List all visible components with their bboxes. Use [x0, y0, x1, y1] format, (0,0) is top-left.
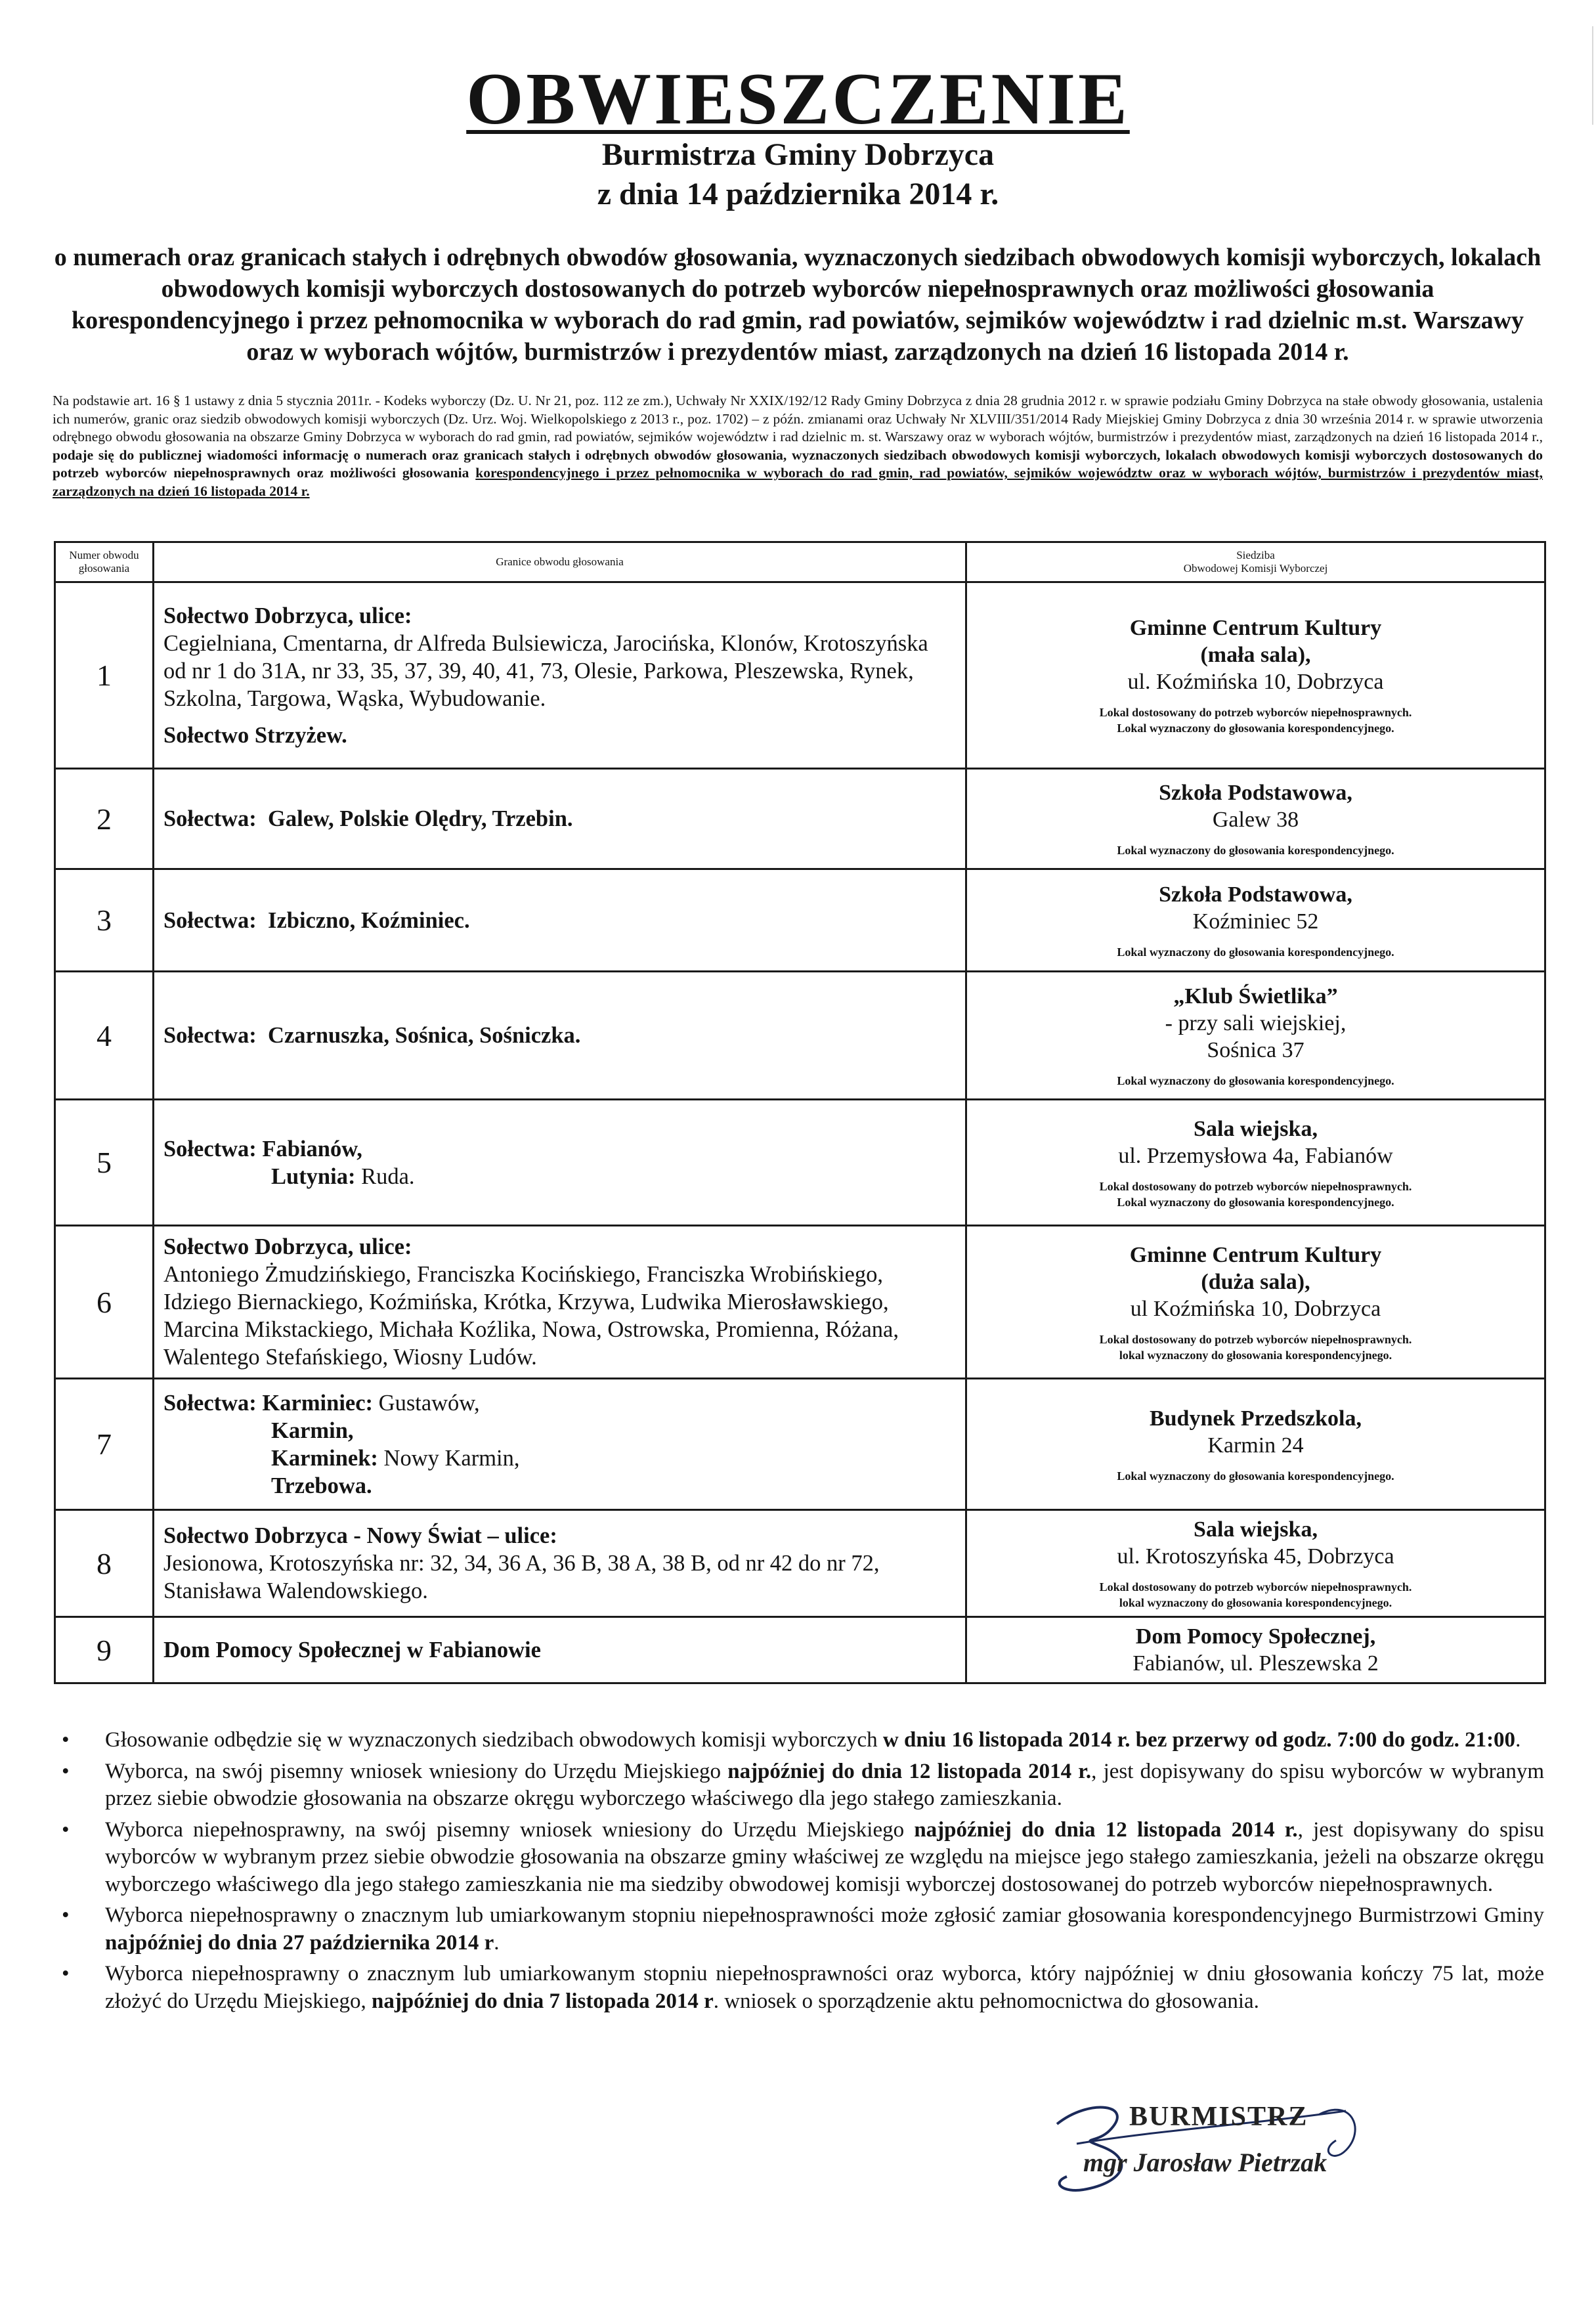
list-item: • Wyborca niepełnosprawny o znacznym lub umiarkowanym stopniu niepełnosprawności może zgłosić zamiar głosowania korespondencyjnego Burmistrzowi Gminy najpóźniej do dnia 27 października 2014 r.	[62, 1903, 1544, 1955]
legal-basis	[53, 392, 1543, 500]
list-item: • Wyborca, na swój pisemny wniosek wniesiony do Urzędu Miejskiego najpóźniej do dnia 12 listopada 2014 r., jest dopisywany do spisu wyborców w wybranym przez siebie obwodzie głosowania na obszarze okręgu wyborczego właściwego dla jego stałego zamieszkania.	[62, 1759, 1544, 1810]
document-title: OBWIESZCZENIE	[466, 58, 1130, 140]
info-bullets	[53, 1727, 1544, 2019]
list-item: • Wyborca niepełnosprawny o znacznym lub umiarkowanym stopniu niepełnosprawności oraz wyborca, który najpóźniej w dniu głosowania kończy 75 lat, może złożyć do Urzędu Miejskiego, najpóźniej do dnia 7 listopada 2014 r. wniosek o sporządzenie aktu pełnomocnictwa do głosowania.	[62, 1962, 1544, 2013]
table-row	[55, 1617, 1545, 1683]
district-number: 6	[55, 1226, 154, 1379]
district-bounds: Sołectwa: Karminiec: Gustawów, Karmin, Karminek: Nowy Karmin, Trzebowa.	[154, 1379, 966, 1510]
table-row	[55, 1379, 1545, 1510]
district-number: 4	[55, 972, 154, 1100]
district-number: 2	[55, 769, 154, 869]
districts-table	[54, 541, 1546, 1684]
district-bounds: Sołectwa: Galew, Polskie Olędry, Trzebin.	[154, 769, 966, 869]
table-row	[55, 869, 1545, 972]
signatory-name: mgr Jarosław Pietrzak	[1083, 2148, 1327, 2177]
district-number: 5	[55, 1100, 154, 1226]
district-bounds: Sołectwo Dobrzyca, ulice: Cegielniana, Cmentarna, dr Alfreda Bulsiewicza, Jarocińska, Klonów, Krotoszyńska od nr 1 do 31A, nr 33, 35, 37, 39, 40, 41, 73, Olesie, Parkowa, Pleszewska, Rynek, Szkolna, Targowa, Wąska, Wybudowanie. Sołectwo Strzyżew.	[154, 582, 966, 769]
district-seat: Gminne Centrum Kultury (mała sala), ul. Koźmińska 10, Dobrzyca Lokal dostosowany do potrzeb wyborców niepełnosprawnych. Lokal wyznaczony do głosowania korespondencyjnego.	[966, 582, 1545, 769]
table-row	[55, 972, 1545, 1100]
list-item: • Wyborca niepełnosprawny, na swój pisemny wniosek wniesiony do Urzędu Miejskiego najpóźniej do dnia 12 listopada 2014 r., jest dopisywany do spisu wyborców w wybranym przez siebie obwodzie głosowania na obszarze gminy właściwej ze względu na miejsce jego stałego zamieszkania, jeżeli na obszarze okręgu wyborczego właściwego dla jego stałego zamieszkania nie ma siedziby obwodowej komisji wyborczej dostosowanej do potrzeb wyborców niepełnosprawnych.	[62, 1817, 1544, 1896]
signatory-title: BURMISTRZ	[1129, 2102, 1308, 2132]
legal-basis-underlined: korespondencyjnego i przez pełnomocnika w wyborach do rad gmin, rad powiatów, sejmików województw oraz w wyborach wójtów, burmistrzów i prezydentów miast, zarządzonych na dzień 16 listopada 2014 r.	[53, 465, 1543, 499]
header-number: Numer obwodu głosowania	[55, 542, 154, 582]
district-number: 3	[55, 869, 154, 972]
district-bounds: Sołectwo Dobrzyca - Nowy Świat – ulice: Jesionowa, Krotoszyńska nr: 32, 34, 36 A, 36 B, 38 A, 38 B, od nr 42 do nr 72, Stanisława Walendowskiego.	[154, 1510, 966, 1617]
table-row	[55, 1510, 1545, 1617]
table-row	[55, 769, 1545, 869]
table-row	[55, 1100, 1545, 1226]
legal-basis-intro: Na podstawie art. 16 § 1 ustawy z dnia 5 stycznia 2011r. - Kodeks wyborczy (Dz. U. Nr 21, poz. 112 ze zm.), Uchwały Nr XXIX/192/12 Rady Gminy Dobrzyca z dnia 28 grudnia 2012 r. w sprawie podziału Gminy Dobrzyca na stałe obwody głosowania, ustalenia ich numerów, granic oraz siedzib obwodowych komisji wyborczych (Dz. Urz. Woj. Wielkopolskiego z 2013 r., poz. 1702) – z późn. zmianami oraz Uchwały Nr XLVIII/351/2014 Rady Miejskiej Gminy Dobrzyca z dnia 30 września 2014 r. w sprawie utworzenia odrębnego obwodu głosowania na obszarze Gminy Dobrzyca w wyborach do rad gmin, rad powiatów, sejmików województw i rad dzielnic m. st. Warszawy oraz w wyborach wójtów, burmistrzów i prezydentów miast, zarządzonych na dzień 16 listopada 2014 r.,	[53, 393, 1543, 445]
district-seat: Gminne Centrum Kultury (duża sala), ul Koźmińska 10, Dobrzyca Lokal dostosowany do potrzeb wyborców niepełnosprawnych. lokal wyznaczony do głosowania korespondencyjnego.	[966, 1226, 1545, 1379]
table-row	[55, 582, 1545, 769]
district-seat: Szkoła Podstawowa, Galew 38 Lokal wyznaczony do głosowania korespondencyjnego.	[966, 769, 1545, 869]
district-number: 7	[55, 1379, 154, 1510]
header-seat: Siedziba Obwodowej Komisji Wyborczej	[966, 542, 1545, 582]
district-bounds: Dom Pomocy Społecznej w Fabianowie	[154, 1617, 966, 1683]
district-bounds: Sołectwa: Izbiczno, Koźminiec.	[154, 869, 966, 972]
table-row	[55, 1226, 1545, 1379]
district-seat: Sala wiejska, ul. Krotoszyńska 45, Dobrzyca Lokal dostosowany do potrzeb wyborców niepełnosprawnych. lokal wyznaczony do głosowania korespondencyjnego.	[966, 1510, 1545, 1617]
district-bounds: Sołectwa: Czarnuszka, Sośnica, Sośniczka.	[154, 972, 966, 1100]
district-bounds: Sołectwa: Fabianów, Lutynia: Ruda.	[154, 1100, 966, 1226]
issuer: Burmistrza Gminy Dobrzyca	[601, 137, 995, 172]
district-seat: „Klub Świetlika” - przy sali wiejskiej, Sośnica 37 Lokal wyznaczony do głosowania korespondencyjnego.	[966, 972, 1545, 1100]
district-seat: Sala wiejska, ul. Przemysłowa 4a, Fabianów Lokal dostosowany do potrzeb wyborców niepełnosprawnych. Lokal wyznaczony do głosowania korespondencyjnego.	[966, 1100, 1545, 1226]
district-number: 1	[55, 582, 154, 769]
district-number: 9	[55, 1617, 154, 1683]
list-item: • Głosowanie odbędzie się w wyznaczonych siedzibach obwodowych komisji wyborczych w dniu 16 listopada 2014 r. bez przerwy od godz. 7:00 do godz. 21:00.	[62, 1728, 1521, 1752]
district-seat: Budynek Przedszkola, Karmin 24 Lokal wyznaczony do głosowania korespondencyjnego.	[966, 1379, 1545, 1510]
header-bounds: Granice obwodu głosowania	[154, 542, 966, 582]
legal-basis-bold: podaje się do publicznej wiadomości informację o numerach oraz granicach stałych i odrębnych obwodów głosowania, wyznaczonych siedzibach obwodowych komisji wyborczych, lokalach obwodowych komisji wyborczych dostosowanych do potrzeb wyborców niepełnosprawnych oraz możliwości głosowania	[53, 446, 1543, 481]
district-number: 8	[55, 1510, 154, 1617]
district-bounds: Sołectwo Dobrzyca, ulice: Antoniego Żmudzińskiego, Franciszka Kocińskiego, Franciszka Wrobińskiego, Idziego Biernackiego, Koźmińska, Krótka, Krzywa, Ludwika Mierosławskiego, Marcina Mikstackiego, Michała Koźlika, Nowa, Ostrowska, Promienna, Różana, Walentego Stefańskiego, Wiosny Ludów.	[154, 1226, 966, 1379]
issue-date: z dnia 14 października 2014 r.	[597, 177, 999, 211]
subject-paragraph: o numerach oraz granicach stałych i odrębnych obwodów głosowania, wyznaczonych siedzibach obwodowych komisji wyborczych, lokalach obwodowych komisji wyborczych dostosowanych do potrzeb wyborców niepełnosprawnych oraz możliwości głosowania korespondencyjnego i przez pełnomocnika w wyborach do rad gmin, rad powiatów, sejmików województw i rad dzielnic m.st. Warszawy oraz w wyborach wójtów, burmistrzów i prezydentów miast, zarządzonych na dzień 16 listopada 2014 r.	[54, 244, 1542, 366]
district-seat: Dom Pomocy Społecznej, Fabianów, ul. Pleszewska 2	[966, 1617, 1545, 1683]
district-seat: Szkoła Podstawowa, Koźminiec 52 Lokal wyznaczony do głosowania korespondencyjnego.	[966, 869, 1545, 972]
table-header-row	[55, 542, 1545, 582]
